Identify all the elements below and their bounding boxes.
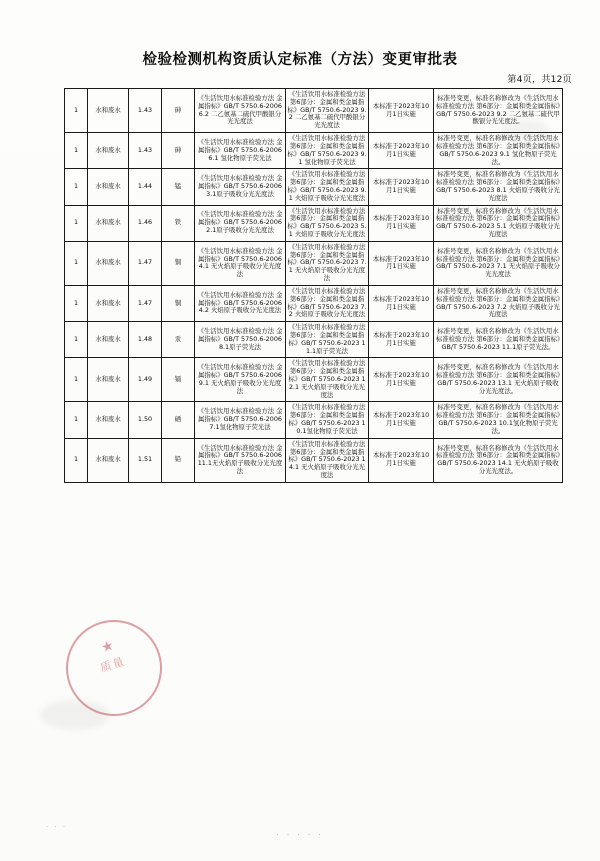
- cell-category: 水和废水: [88, 205, 129, 241]
- cell-num: 1: [65, 133, 88, 169]
- cell-remark: 标准号变更，标准名称修改为《生活饮用水标准检验方法 第6部分：金属和类金属指标》GB/T 5750.6-2023 8.1 火焰原子吸收分光光度法: [434, 169, 563, 205]
- cell-date: 本标准于2023年10月1日实施: [369, 438, 434, 482]
- cell-remark: 标准号变更，标准名称修改为《生活饮用水标准检验方法 第6部分：金属和类金属指标》GB/T 5750.6-2023 13.1 无火焰原子吸收分光光度法。: [434, 358, 563, 402]
- cell-category: 水和废水: [88, 133, 129, 169]
- cell-num: 1: [65, 322, 88, 358]
- cell-item: 砷: [162, 89, 195, 133]
- table-row: [65, 169, 563, 205]
- cell-new-standard: 《生活饮用水标准检验方法 第6部分：金属和类金属指标》GB/T 5750.6-2023 14.1 无火焰原子吸收分光光度法: [286, 438, 369, 482]
- cell-old-standard: 《生活饮用水标准检验方法 金属指标》GB/T 5750.6-2006 4.1 无火焰原子吸收分光光度法: [195, 241, 286, 285]
- cell-code: 1.43: [129, 89, 162, 133]
- cell-date: 本标准于2023年10月1日实施: [369, 205, 434, 241]
- cell-code: 1.51: [129, 438, 162, 482]
- cell-new-standard: 《生活饮用水标准检验方法 第6部分：金属和类金属指标》GB/T 5750.6-2023 5.1 火焰原子吸收分光光度法: [286, 205, 369, 241]
- cell-category: 水和废水: [88, 285, 129, 321]
- cell-num: 1: [65, 241, 88, 285]
- table-row: [65, 285, 563, 321]
- cell-new-standard: 《生活饮用水标准检验方法 第6部分：金属和类金属指标》GB/T 5750.6-2023 11.1原子荧光法: [286, 322, 369, 358]
- cell-num: 1: [65, 358, 88, 402]
- cell-code: 1.50: [129, 402, 162, 438]
- cell-remark: 标准号变更，标准名称修改为《生活饮用水标准检验方法 第6部分：金属和类金属指标》GB/T 5750.6-2023 5.1 火焰原子吸收分光光度法: [434, 205, 563, 241]
- footer-left-mark: · · ·: [46, 823, 68, 831]
- red-stamp-seal: ★ 质量: [54, 608, 174, 728]
- cell-date: 本标准于2023年10月1日实施: [369, 169, 434, 205]
- cell-category: 水和废水: [88, 322, 129, 358]
- cell-new-standard: 《生活饮用水标准检验方法 第6部分：金属和类金属指标》GB/T 5750.6-2023 12.1 无火焰原子吸收分光光度法: [286, 358, 369, 402]
- cell-code: 1.49: [129, 358, 162, 402]
- cell-old-standard: 《生活饮用水标准检验方法 金属指标》GB/T 5750.6-2006 3.1原子吸收分光光度法: [195, 169, 286, 205]
- table-row: [65, 89, 563, 133]
- table-row: [65, 358, 563, 402]
- cell-item: 硒: [162, 402, 195, 438]
- cell-date: 本标准于2023年10月1日实施: [369, 358, 434, 402]
- cell-remark: 标准号变更，标准名称修改为《生活饮用水标准检验方法 第6部分：金属和类金属指标》GB/T 5750.6-2023 11.1原子荧光法。: [434, 322, 563, 358]
- cell-item: 砷: [162, 133, 195, 169]
- scan-smudge: [40, 700, 110, 730]
- cell-item: 汞: [162, 322, 195, 358]
- cell-new-standard: 《生活饮用水标准检验方法 第6部分：金属和类金属指标》GB/T 5750.6-2023 9.2 二乙氨基二硫代甲酸银分光光度法: [286, 89, 369, 133]
- cell-old-standard: 《生活饮用水标准检验方法 金属指标》GB/T 5750.6-2006 11.1无火焰原子吸收分光光度法: [195, 438, 286, 482]
- cell-date: 本标准于2023年10月1日实施: [369, 285, 434, 321]
- cell-remark: 标准号变更，标准名称修改为《生活饮用水标准检验方法 第6部分：金属和类金属指标》GB/T 5750.6-2023 9.1 氢化物原子荧光法。: [434, 133, 563, 169]
- table-body: [65, 89, 563, 483]
- cell-old-standard: 《生活饮用水标准检验方法 金属指标》GB/T 5750.6-2006 7.1氢化物原子荧光法: [195, 402, 286, 438]
- table-row: [65, 402, 563, 438]
- cell-code: 1.46: [129, 205, 162, 241]
- cell-remark: 标准号变更，标准名称修改为《生活饮用水标准检验方法 第6部分：金属和类金属指标》GB/T 5750.6-2023 14.1 无火焰原子吸收分光光度法。: [434, 438, 563, 482]
- cell-date: 本标准于2023年10月1日实施: [369, 402, 434, 438]
- cell-category: 水和废水: [88, 241, 129, 285]
- page-number: 第4页，共12页: [507, 75, 572, 85]
- table-row: [65, 241, 563, 285]
- cell-old-standard: 《生活饮用水标准检验方法 金属指标》GB/T 5750.6-2006 2.1原子吸收分光光度法: [195, 205, 286, 241]
- cell-item: 铜: [162, 285, 195, 321]
- cell-code: 1.47: [129, 241, 162, 285]
- cell-code: 1.48: [129, 322, 162, 358]
- cell-item: 镉: [162, 358, 195, 402]
- page-title: 检验检测机构资质认定标准（方法）变更审批表: [142, 52, 458, 68]
- cell-code: 1.47: [129, 285, 162, 321]
- cell-old-standard: 《生活饮用水标准检验方法 金属指标》GB/T 5750.6-2006 8.1原子荧光法: [195, 322, 286, 358]
- cell-date: 本标准于2023年10月1日实施: [369, 133, 434, 169]
- cell-old-standard: 《生活饮用水标准检验方法 金属指标》GB/T 5750.6-2006 4.2 火焰原子吸收分光光度法: [195, 285, 286, 321]
- cell-num: 1: [65, 402, 88, 438]
- cell-category: 水和废水: [88, 438, 129, 482]
- cell-category: 水和废水: [88, 358, 129, 402]
- table-row: [65, 205, 563, 241]
- cell-num: 1: [65, 89, 88, 133]
- footer-dots: · · · · ·: [276, 831, 324, 839]
- table-row: [65, 438, 563, 482]
- cell-new-standard: 《生活饮用水标准检验方法 第6部分：金属和类金属指标》GB/T 5750.6-2023 10.1氢化物原子荧光法: [286, 402, 369, 438]
- cell-remark: 标准号变更，标准名称修改为《生活饮用水标准检验方法 第6部分：金属和类金属指标》GB/T 5750.6-2023 7.2 火焰原子吸收分光光度法: [434, 285, 563, 321]
- cell-category: 水和废水: [88, 169, 129, 205]
- seal-text: 质量: [98, 654, 128, 675]
- cell-code: 1.44: [129, 169, 162, 205]
- cell-old-standard: 《生活饮用水标准检验方法 金属指标》GB/T 5750.6-2006 6.1 氢化物原子荧光法: [195, 133, 286, 169]
- cell-new-standard: 《生活饮用水标准检验方法 第6部分：金属和类金属指标》GB/T 5750.6-2023 7.2 火焰原子吸收分光光度法: [286, 285, 369, 321]
- cell-date: 本标准于2023年10月1日实施: [369, 241, 434, 285]
- cell-new-standard: 《生活饮用水标准检验方法 第6部分：金属和类金属指标》GB/T 5750.6-2023 9.1 火焰原子吸收分光光度法: [286, 169, 369, 205]
- cell-item: 锰: [162, 169, 195, 205]
- cell-category: 水和废水: [88, 402, 129, 438]
- table-row: [65, 133, 563, 169]
- cell-remark: 标准号变更，标准名称修改为《生活饮用水标准检验方法 第6部分：金属和类金属指标》GB/T 5750.6-2023 9.2 二乙氨基二硫代甲酸银分光光度法。: [434, 89, 563, 133]
- cell-num: 1: [65, 169, 88, 205]
- cell-num: 1: [65, 205, 88, 241]
- table-row: [65, 322, 563, 358]
- cell-new-standard: 《生活饮用水标准检验方法 第6部分：金属和类金属指标》GB/T 5750.6-2023 7.1 无火焰原子吸收分光光度法: [286, 241, 369, 285]
- cell-old-standard: 《生活饮用水标准检验方法 金属指标》GB/T 5750.6-2006 9.1 无火焰原子吸收分光光度法: [195, 358, 286, 402]
- cell-num: 1: [65, 438, 88, 482]
- standard-change-table: [64, 88, 563, 483]
- cell-num: 1: [65, 285, 88, 321]
- cell-category: 水和废水: [88, 89, 129, 133]
- cell-code: 1.43: [129, 133, 162, 169]
- cell-old-standard: 《生活饮用水标准检验方法 金属指标》GB/T 5750.6-2006 6.2 二乙氨基二硫代甲酸银分光光度法: [195, 89, 286, 133]
- cell-new-standard: 《生活饮用水标准检验方法 第6部分：金属和类金属指标》GB/T 5750.6-2023 9.1 氢化物原子荧光法: [286, 133, 369, 169]
- cell-date: 本标准于2023年10月1日实施: [369, 322, 434, 358]
- cell-item: 铜: [162, 241, 195, 285]
- cell-remark: 标准号变更，标准名称修改为《生活饮用水标准检验方法 第6部分：金属和类金属指标》GB/T 5750.6-2023 7.1 无火焰原子吸收分光光度法: [434, 241, 563, 285]
- cell-item: 铁: [162, 205, 195, 241]
- cell-item: 铅: [162, 438, 195, 482]
- cell-date: 本标准于2023年10月1日实施: [369, 89, 434, 133]
- cell-remark: 标准号变更，标准名称修改为《生活饮用水标准检验方法 第6部分：金属和类金属指标》GB/T 5750.6-2023 10.1氢化物原子荧光法。: [434, 402, 563, 438]
